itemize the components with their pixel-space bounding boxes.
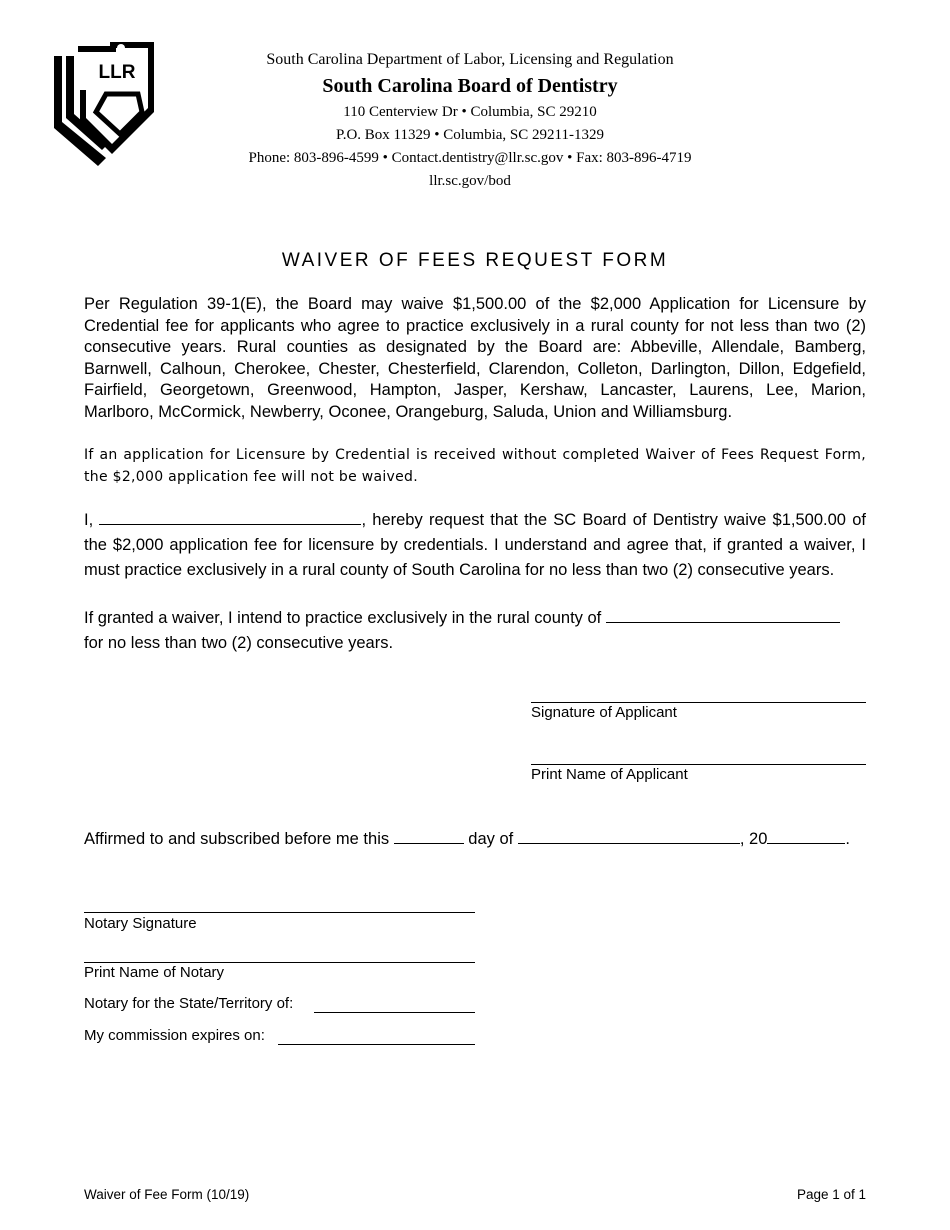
year-blank[interactable] bbox=[767, 829, 845, 844]
regulation-paragraph: Per Regulation 39-1(E), the Board may waive $1,500.00 of the $2,000 Application for Licensure by Credential fee for applicants who agree to practice exclusively in a rural county for not less than two (2) consecutive years. Rural counties as designated by the Board are: Abbeville, Allendale, Bamberg, Barnwell, Calhoun, Cherokee, Chester, Chesterfield, Clarendon, Colleton, Darlington, Dillon, Edgefield, Fairfield, Georgetown, Greenwood, Hampton, Jasper, Kershaw, Lancaster, Laurens, Lee, Marion, Marlboro, McCormick, Newberry, Oconee, Orangeburg, Saluda, Union and Williamsburg. bbox=[84, 295, 866, 421]
po-box-address: P.O. Box 11329 • Columbia, SC 29211-1329 bbox=[336, 127, 604, 143]
website: llr.sc.gov/bod bbox=[429, 173, 511, 189]
applicant-signature-line[interactable] bbox=[531, 702, 866, 703]
day-blank[interactable] bbox=[394, 829, 464, 844]
county-prefix: If granted a waiver, I intend to practice exclusively in the rural county of bbox=[84, 609, 602, 627]
affirm-year-text: , 20 bbox=[739, 830, 768, 848]
request-text: , hereby request that the SC Board of Dentistry waive $1,500.00 of the $2,000 application fee for licensure by credentials. I understand and agree that, if granted a waiver, I must practice exclusively in a rural county of South Carolina for no less than two (2) consecutive years. bbox=[84, 511, 866, 579]
logo-text: LLR bbox=[98, 62, 136, 83]
affirm-end: . bbox=[845, 830, 850, 848]
notary-commission-field bbox=[84, 1027, 265, 1044]
applicant-name-blank[interactable] bbox=[99, 510, 361, 525]
county-blank[interactable] bbox=[606, 608, 840, 623]
letterhead bbox=[150, 49, 790, 193]
notary-state-field bbox=[84, 995, 293, 1012]
notary-signature-label: Notary Signature bbox=[84, 915, 197, 932]
notary-print-name-line[interactable] bbox=[84, 962, 475, 963]
footer-form-id: Waiver of Fee Form (10/19) bbox=[84, 1187, 250, 1202]
notary-state-blank[interactable] bbox=[314, 1012, 475, 1013]
footer-page-number: Page 1 of 1 bbox=[796, 1187, 866, 1202]
applicant-print-name-line[interactable] bbox=[531, 764, 866, 765]
county-suffix: for no less than two (2) consecutive years. bbox=[84, 634, 394, 652]
affirm-prefix: Affirmed to and subscribed before me this bbox=[84, 830, 390, 848]
request-prefix: I, bbox=[84, 511, 94, 529]
llr-logo bbox=[50, 42, 162, 170]
department-name: South Carolina Department of Labor, Licensing and Regulation bbox=[266, 51, 674, 68]
county-paragraph bbox=[84, 606, 866, 656]
affirm-day-text: day of bbox=[468, 830, 514, 848]
notice-paragraph: If an application for Licensure by Credential is received without completed Waiver of Fees Request Form, the $2,000 application fee will not be waived. bbox=[84, 447, 866, 485]
notary-commission-blank[interactable] bbox=[278, 1044, 475, 1045]
request-paragraph bbox=[84, 508, 866, 583]
notary-commission-label: My commission expires on: bbox=[84, 1027, 265, 1044]
affirmation-line bbox=[84, 828, 866, 850]
board-name: South Carolina Board of Dentistry bbox=[322, 75, 618, 97]
street-address: 110 Centerview Dr • Columbia, SC 29210 bbox=[343, 104, 597, 120]
notary-state-label: Notary for the State/Territory of: bbox=[84, 995, 294, 1012]
notary-signature-line[interactable] bbox=[84, 912, 475, 913]
month-blank[interactable] bbox=[518, 829, 740, 844]
applicant-print-name-label: Print Name of Applicant bbox=[531, 766, 688, 783]
form-title: WAIVER OF FEES REQUEST FORM bbox=[281, 250, 669, 271]
applicant-signature-label: Signature of Applicant bbox=[531, 704, 677, 721]
notary-print-name-label: Print Name of Notary bbox=[84, 964, 225, 981]
contact-info: Phone: 803-896-4599 • Contact.dentistry@llr.sc.gov • Fax: 803-896-4719 bbox=[248, 150, 692, 166]
